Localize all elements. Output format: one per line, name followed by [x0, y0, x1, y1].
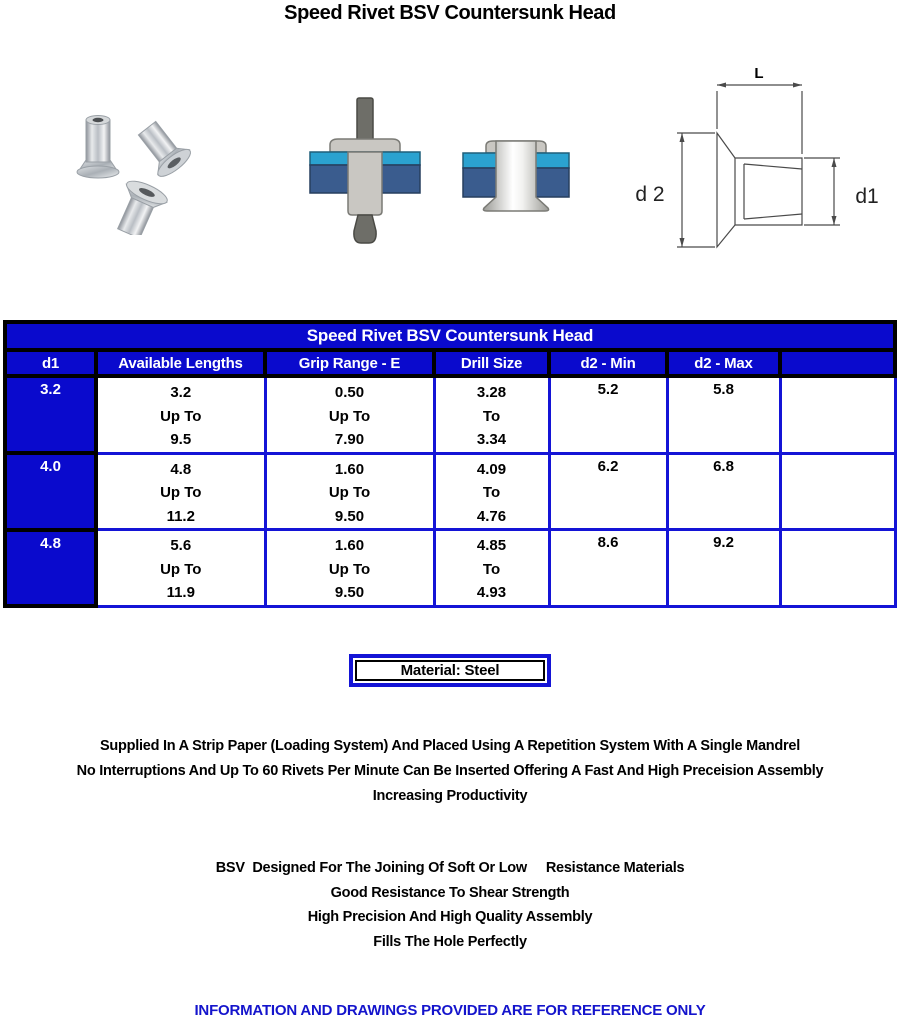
- mandrel-stem: [357, 98, 373, 144]
- spec-table-container: [3, 320, 897, 608]
- cell-drill-size: [434, 530, 549, 607]
- rivet-outline: [717, 133, 802, 247]
- cell-available-lengths: [96, 530, 265, 607]
- intro-line: No Interruptions And Up To 60 Rivets Per Minute Can Be Inserted Offering A Fast And High Preceision Assembly: [76, 763, 824, 779]
- intro-paragraph: [0, 734, 900, 809]
- header-row: [5, 350, 895, 376]
- value-line: Up To: [160, 407, 202, 425]
- table-row: [5, 530, 895, 607]
- rivet-tilted-right: [131, 116, 194, 181]
- installation-diagram-after: [453, 133, 579, 215]
- column-header-d2-max: d2 - Max: [667, 350, 780, 376]
- value-line: 4.93: [476, 584, 507, 601]
- arrowhead: [793, 83, 802, 88]
- cell-blank: [780, 376, 895, 453]
- material-box: [0, 654, 900, 687]
- rivet-head: [330, 139, 400, 152]
- value-line: 3.2: [170, 384, 192, 401]
- arrowhead: [680, 238, 685, 247]
- feature-line: BSV Designed For The Joining Of Soft Or Low Resistance Materials: [215, 860, 685, 876]
- arrowhead: [680, 133, 685, 142]
- value-line: To: [482, 560, 501, 578]
- intro-line: Increasing Productivity: [372, 788, 528, 804]
- rivet-body: [348, 152, 382, 215]
- arrowhead: [832, 216, 837, 225]
- intro-line: Supplied In A Strip Paper (Loading System) And Placed Using A Repetition System With A Single Mandrel: [100, 738, 800, 754]
- cell-d2-min: 6.2: [549, 453, 667, 530]
- value-line: 4.8: [170, 460, 192, 478]
- technical-drawing: [622, 53, 894, 265]
- mandrel-tip: [354, 215, 376, 243]
- value-line: 11.2: [166, 507, 195, 525]
- feature-line: High Precision And High Quality Assembly: [307, 909, 593, 925]
- column-header-drill-size: Drill Size: [434, 350, 549, 376]
- cell-d1: 4.8: [5, 530, 96, 607]
- value-line: 9.50: [334, 584, 365, 601]
- value-line: 4.76: [476, 507, 507, 525]
- value-line: 4.09: [476, 460, 507, 478]
- dim-label-L: L: [754, 65, 764, 82]
- cell-d1: 4.0: [5, 453, 96, 530]
- value-line: 4.85: [476, 537, 507, 554]
- value-line: 1.60: [334, 460, 365, 478]
- cell-d2-max: 9.2: [667, 530, 780, 607]
- product-photo: [55, 100, 225, 235]
- value-line: Up To: [160, 560, 202, 578]
- value-line: Up To: [328, 560, 371, 578]
- column-header-d1: d1: [5, 350, 96, 376]
- spec-table: [3, 320, 897, 608]
- cell-grip-range: [265, 453, 434, 530]
- value-line: 9.50: [334, 507, 365, 525]
- feature-line: Fills The Hole Perfectly: [373, 933, 527, 950]
- dim-label-d2: d 2: [635, 183, 665, 206]
- reference-note: INFORMATION AND DRAWINGS PROVIDED ARE FOR REFERENCE ONLY: [194, 1002, 706, 1019]
- cell-available-lengths: [96, 453, 265, 530]
- value-line: Up To: [328, 407, 371, 425]
- cell-d2-max: 6.8: [667, 453, 780, 530]
- cell-d2-min: 8.6: [549, 530, 667, 607]
- column-header-blank: [780, 350, 895, 376]
- arrowhead: [717, 83, 726, 88]
- value-line: 0.50: [334, 384, 365, 401]
- value-line: To: [482, 407, 501, 425]
- cell-d2-min: 5.2: [549, 376, 667, 453]
- value-line: Up To: [160, 484, 202, 501]
- cell-drill-size: [434, 376, 549, 453]
- arrowhead: [832, 158, 837, 167]
- cell-drill-size: [434, 453, 549, 530]
- rivets-photo-illustration: [55, 100, 225, 235]
- value-line: To: [482, 484, 501, 501]
- cell-blank: [780, 453, 895, 530]
- value-line: 3.28: [476, 384, 507, 401]
- dim-label-d1: d1: [855, 185, 879, 208]
- rivet-tilted-left: [109, 177, 171, 235]
- value-line: 1.60: [334, 537, 365, 554]
- material-box-outer-border: [349, 654, 551, 687]
- table-row: [5, 376, 895, 453]
- features-paragraph: [0, 856, 900, 954]
- value-line: 7.90: [334, 431, 365, 448]
- table-title: Speed Rivet BSV Countersunk Head: [5, 322, 895, 350]
- value-line: 11.9: [166, 584, 195, 601]
- rivet-upright: [77, 116, 119, 179]
- column-header-d2-min: d2 - Min: [549, 350, 667, 376]
- cell-grip-range: [265, 530, 434, 607]
- cell-d1: 3.2: [5, 376, 96, 453]
- value-line: 9.5: [170, 431, 192, 448]
- value-line: 3.34: [476, 431, 507, 448]
- material-label: Material: Steel: [355, 660, 545, 681]
- cell-available-lengths: [96, 376, 265, 453]
- page-title: Speed Rivet BSV Countersunk Head: [284, 2, 616, 24]
- table-row: [5, 453, 895, 530]
- feature-line: Good Resistance To Shear Strength: [330, 884, 570, 901]
- column-header-grip-range: Grip Range - E: [265, 350, 434, 376]
- cell-d2-max: 5.8: [667, 376, 780, 453]
- cell-blank: [780, 530, 895, 607]
- cell-grip-range: [265, 376, 434, 453]
- installation-diagram-before: [303, 93, 425, 251]
- value-line: Up To: [328, 484, 371, 501]
- value-line: 5.6: [170, 537, 192, 554]
- column-header-available-lengths: Available Lengths: [96, 350, 265, 376]
